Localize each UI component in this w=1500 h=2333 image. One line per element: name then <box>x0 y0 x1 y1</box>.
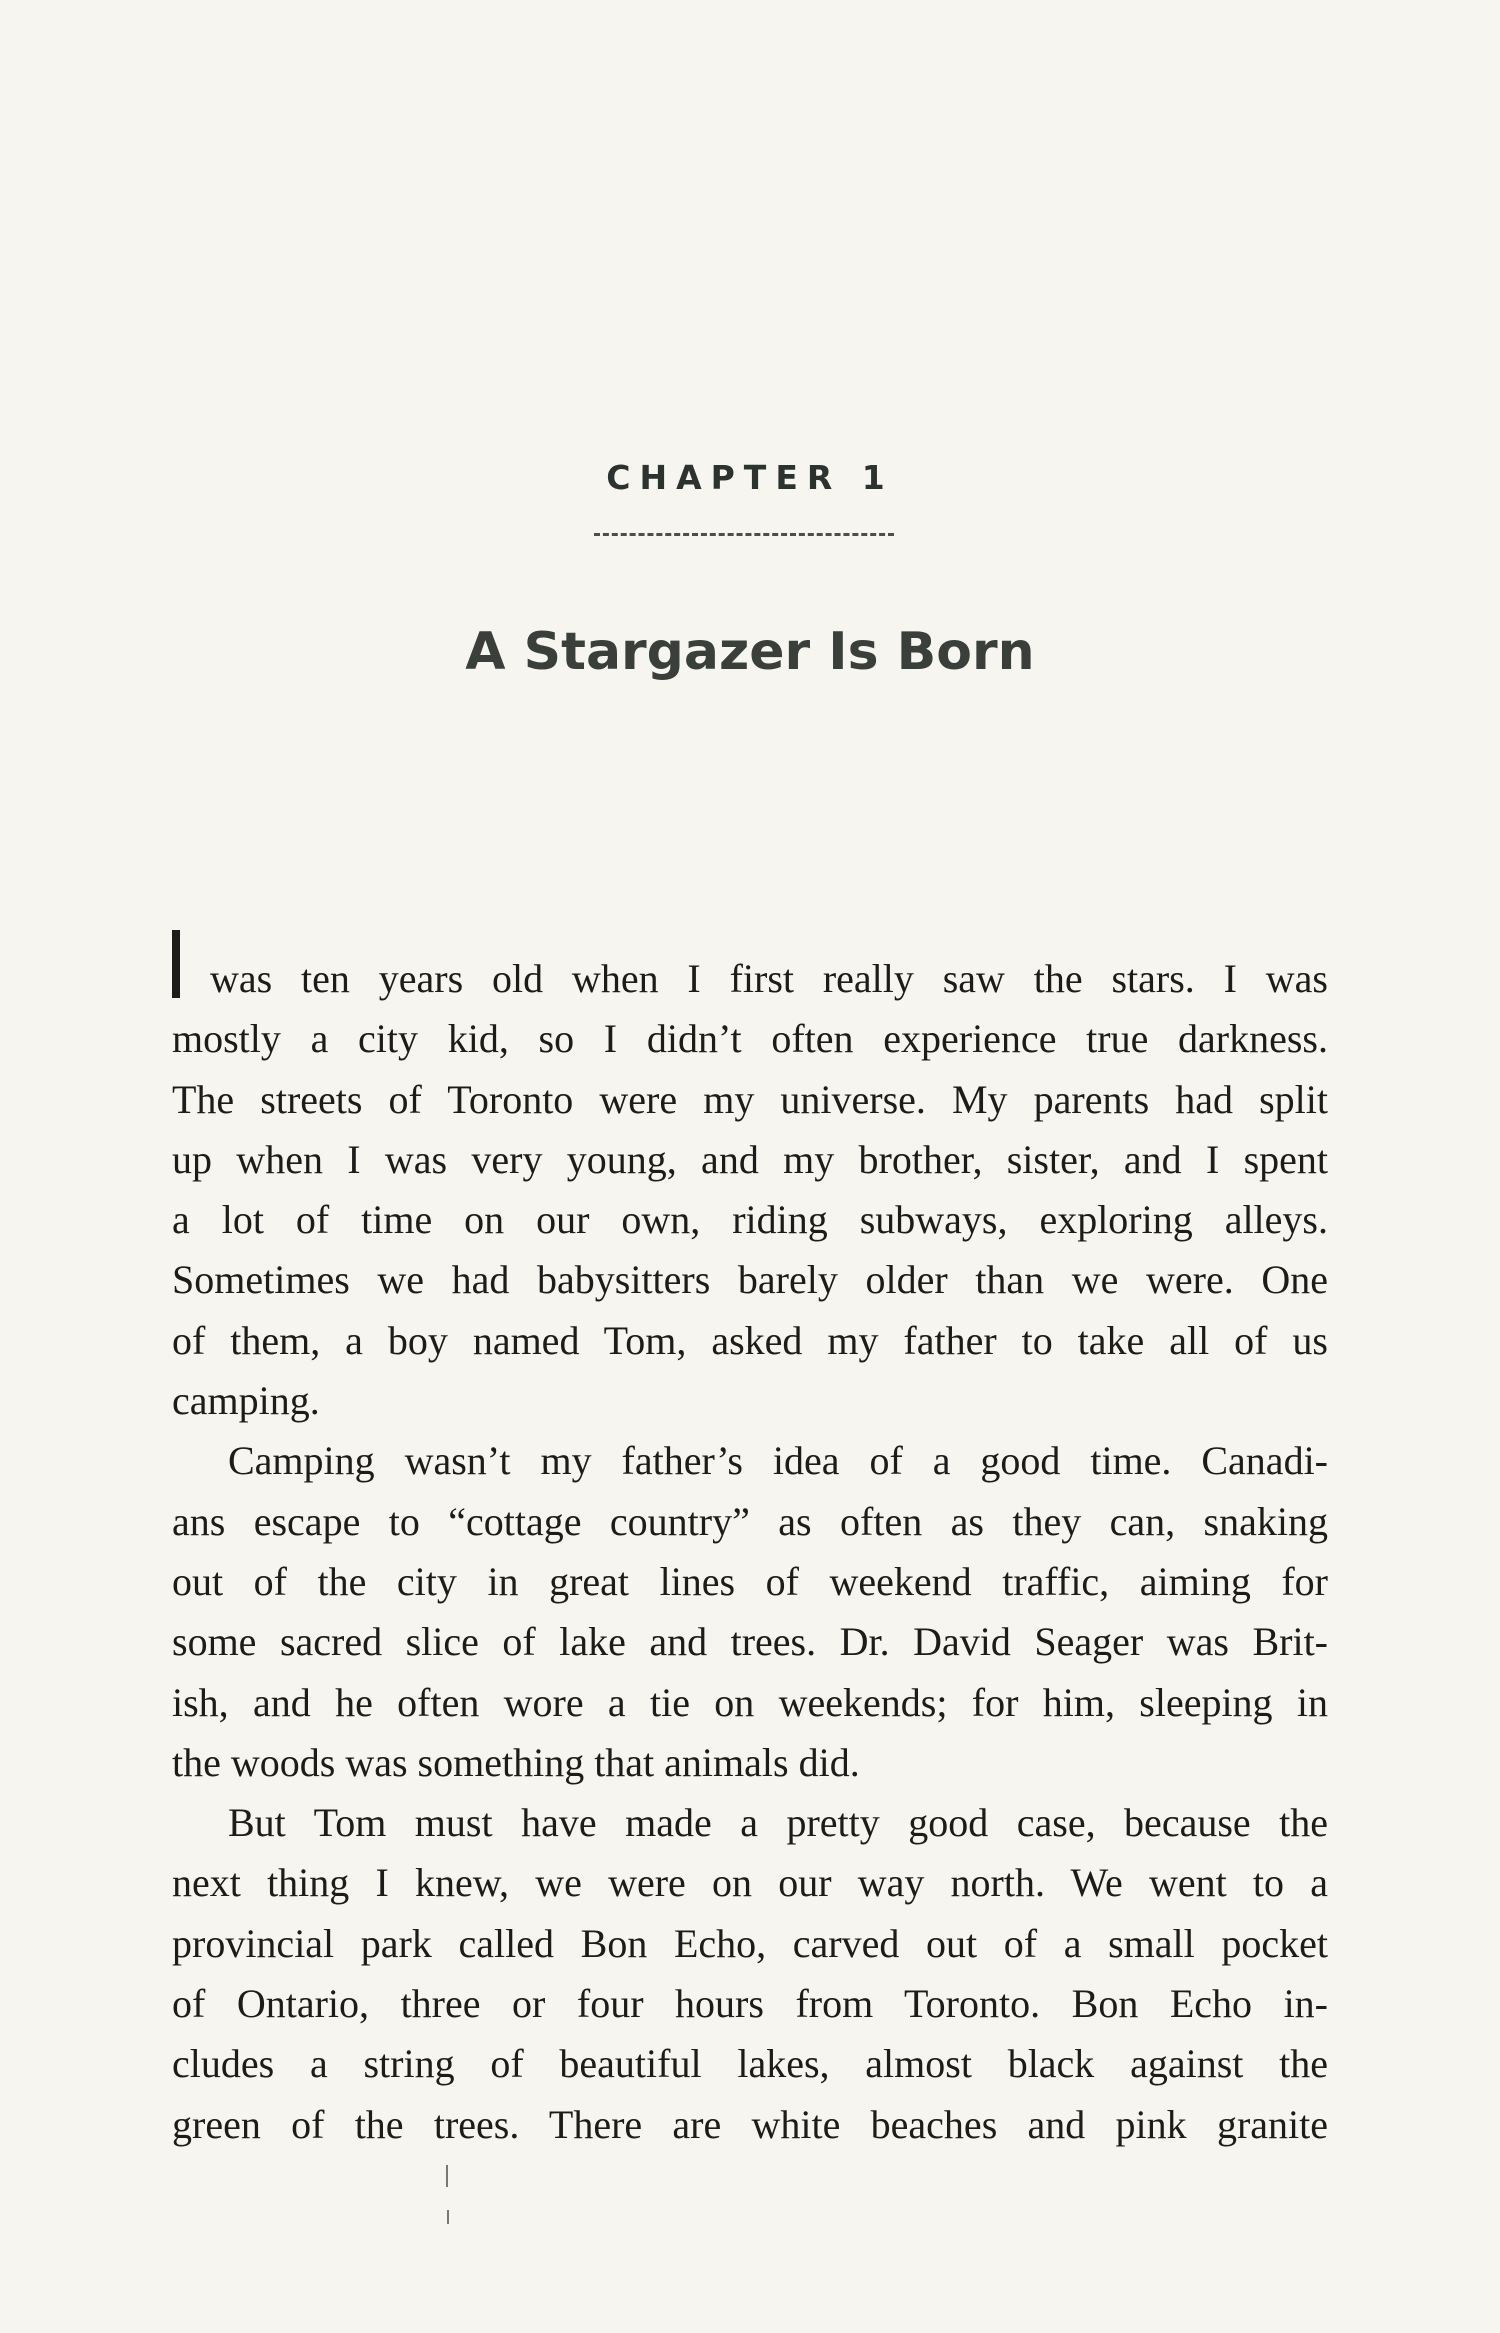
text-line: out of the city in great lines of weekend traffic, aiming for <box>172 1558 1328 1604</box>
scan-mark <box>446 2165 448 2187</box>
text-line: of Ontario, three or four hours from Toronto. Bon Echo in- <box>172 1981 1328 2027</box>
paragraph-1 <box>172 930 1328 1431</box>
text-line: ans escape to “cottage country” as often as they can, snaking <box>172 1498 1328 1544</box>
text-line: green of the trees. There are white beaches and pink granite <box>172 2101 1328 2147</box>
chapter-title: A Stargazer Is Born <box>465 622 1035 682</box>
text-line: But Tom must have made a pretty good case, because the <box>228 1800 1328 1846</box>
text-line-content: was ten years old when I first really saw the stars. I was <box>210 956 1328 1001</box>
text-line: ish, and he often wore a tie on weekends; for him, sleeping in <box>172 1679 1328 1725</box>
paragraph-3 <box>172 1793 1328 2155</box>
text-line: of them, a boy named Tom, asked my father to take all of us <box>172 1317 1328 1363</box>
text-line: the woods was something that animals did. <box>172 1739 860 1785</box>
text-line: Camping wasn’t my father’s idea of a good time. Canadi- <box>228 1438 1328 1484</box>
chapter-label: CHAPTER 1 <box>606 458 894 497</box>
text-line: provincial park called Bon Echo, carved out of a small pocket <box>172 1920 1328 1966</box>
text-line: next thing I knew, we were on our way north. We went to a <box>172 1860 1328 1906</box>
text-line: a lot of time on our own, riding subways, exploring alleys. <box>172 1197 1328 1243</box>
text-line: up when I was very young, and my brother, sister, and I spent <box>172 1136 1328 1182</box>
text-line <box>172 930 1328 1009</box>
text-line: Sometimes we had babysitters barely older than we were. One <box>172 1257 1328 1303</box>
scan-mark <box>447 2210 449 2224</box>
text-line: The streets of Toronto were my universe. My parents had split <box>172 1076 1328 1122</box>
text-line: mostly a city kid, so I didn’t often experience true darkness. <box>172 1016 1328 1062</box>
paragraph-2 <box>172 1431 1328 1793</box>
text-line: cludes a string of beautiful lakes, almost black against the <box>172 2041 1328 2087</box>
chapter-divider <box>594 533 894 536</box>
drop-cap <box>172 930 180 998</box>
text-line: camping. <box>172 1378 320 1424</box>
text-line: some sacred slice of lake and trees. Dr. David Seager was Brit- <box>172 1619 1328 1665</box>
chapter-body <box>172 930 1328 2155</box>
